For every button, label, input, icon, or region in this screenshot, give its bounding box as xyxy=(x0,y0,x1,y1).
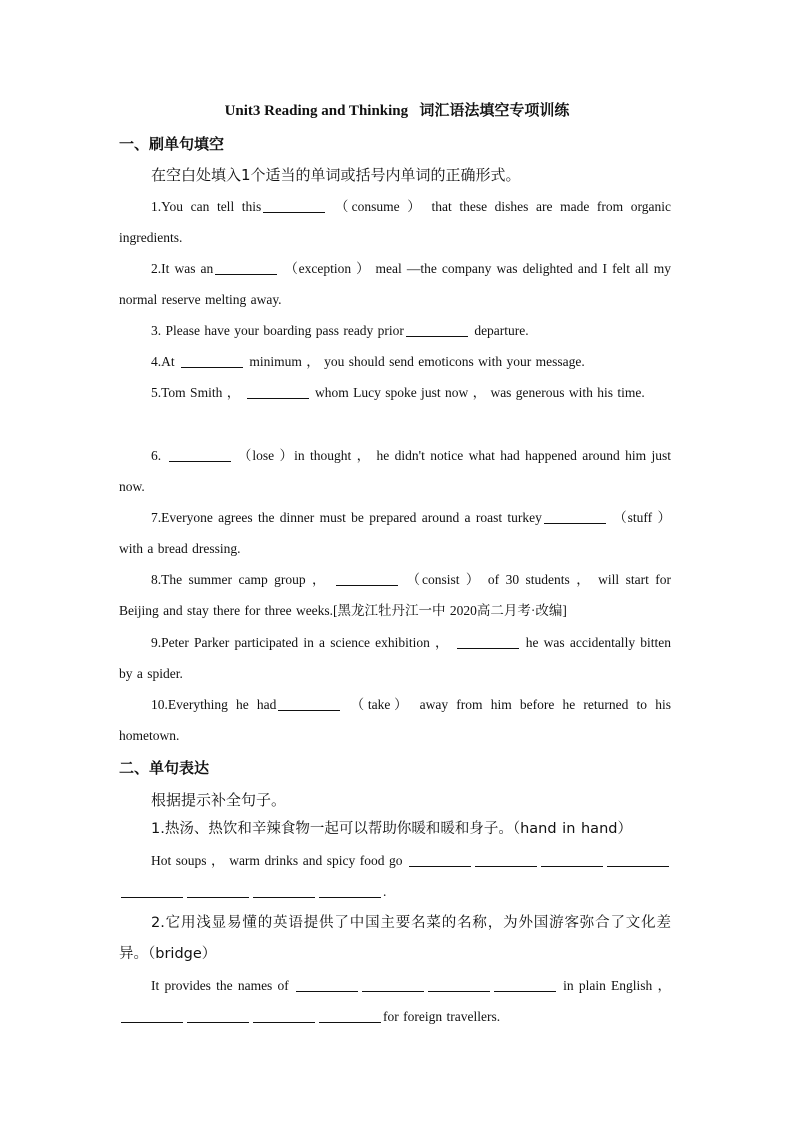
answer-blank[interactable] xyxy=(169,447,231,462)
answer-blank[interactable] xyxy=(187,1008,249,1023)
question-2: 2.It was an （exception ） meal —the company was delighted and I felt all my normal reserve melting away. xyxy=(119,261,671,307)
answer-blank[interactable] xyxy=(247,384,309,399)
answer-blank[interactable] xyxy=(457,634,519,649)
question-5: 5.Tom Smith ， whom Lucy spoke just now ， was generous with his time. xyxy=(151,385,645,400)
answer-blank[interactable] xyxy=(121,883,183,898)
answer-blank[interactable] xyxy=(607,852,669,867)
question-8: 8.The summer camp group ， （consist ） of 30 students ， will start for Beijing and stay there for three weeks.[黑龙江牡丹江一中 2020高二月考·改编] xyxy=(119,572,672,618)
question-7: 7.Everyone agrees the dinner must be prepared around a roast turkey （stuff ）with a bread dressing. xyxy=(119,510,671,556)
answer-blank[interactable] xyxy=(181,353,243,368)
section-heading-1: 一、刷单句填空 xyxy=(119,135,225,153)
question-9: 9.Peter Parker participated in a science exhibition ， he was accidentally bitten by a spider. xyxy=(119,635,671,681)
section-instruction-2: 根据提示补全句子。 xyxy=(151,791,287,809)
question-2-2-sentence: It provides the names of in plain English ， for foreign travellers. xyxy=(119,970,671,1032)
answer-blank[interactable] xyxy=(362,977,424,992)
section-heading-2: 二、单句表达 xyxy=(119,759,210,777)
answer-blank[interactable] xyxy=(263,198,325,213)
answer-blank[interactable] xyxy=(541,852,603,867)
answer-blank[interactable] xyxy=(475,852,537,867)
answer-blank[interactable] xyxy=(121,1008,183,1023)
question-10: 10.Everything he had （take） away from him before he returned to his hometown. xyxy=(119,697,671,743)
page-title: Unit3 Reading and Thinking 词汇语法填空专项训练 xyxy=(224,103,570,119)
section-instruction-1: 在空白处填入1个适当的单词或括号内单词的正确形式。 xyxy=(151,166,521,184)
question-4: 4.At minimum ， you should send emoticons with your message. xyxy=(151,354,585,369)
question-1: 1.You can tell this （consume ） that these dishes are made from organic ingredients. xyxy=(119,199,671,245)
question-2-1-prompt: 1.热汤、热饮和辛辣食物一起可以帮助你暖和暖和身子。（hand in hand） xyxy=(151,821,632,837)
answer-blank[interactable] xyxy=(319,883,381,898)
answer-blank[interactable] xyxy=(409,852,471,867)
answer-blank[interactable] xyxy=(215,260,277,275)
answer-blank[interactable] xyxy=(544,509,606,524)
question-6: 6. （lose ）in thought ， he didn't notice what had happened around him just now. xyxy=(119,448,671,494)
answer-blank[interactable] xyxy=(494,977,556,992)
answer-blank[interactable] xyxy=(336,571,398,586)
answer-blank[interactable] xyxy=(428,977,490,992)
answer-blank[interactable] xyxy=(187,883,249,898)
answer-blank[interactable] xyxy=(253,883,315,898)
answer-blank[interactable] xyxy=(296,977,358,992)
answer-blank[interactable] xyxy=(278,696,340,711)
question-3: 3. Please have your boarding pass ready prior departure. xyxy=(151,323,529,338)
question-2-2-prompt: 2.它用浅显易懂的英语提供了中国主要名菜的名称，为外国游客弥合了文化差异。（bridge） xyxy=(119,915,671,962)
answer-blank[interactable] xyxy=(406,322,468,337)
answer-blank[interactable] xyxy=(319,1008,381,1023)
question-2-1-sentence: Hot soups ， warm drinks and spicy food go . xyxy=(119,845,671,907)
answer-blank[interactable] xyxy=(253,1008,315,1023)
